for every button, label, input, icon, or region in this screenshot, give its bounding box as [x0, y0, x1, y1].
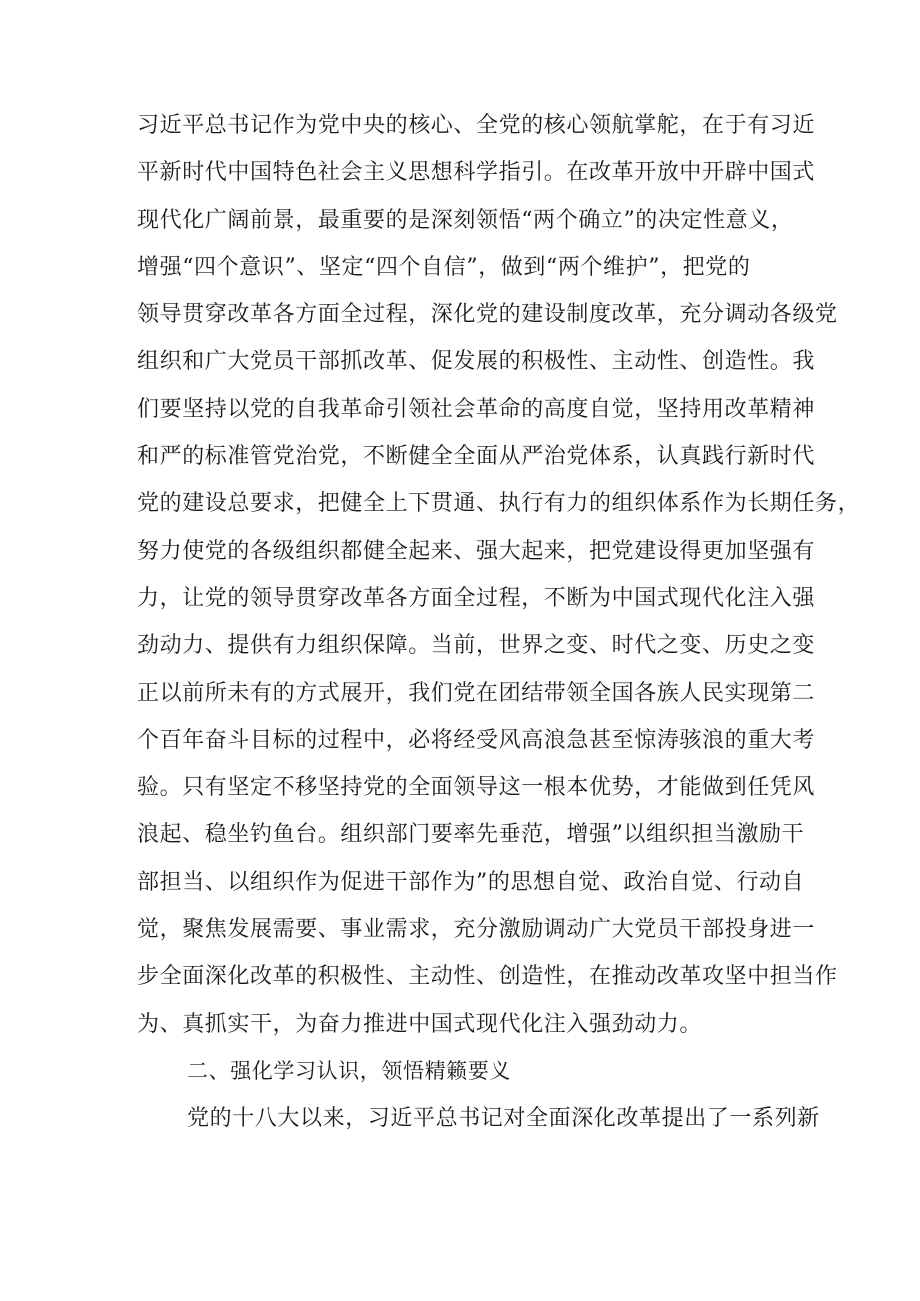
body-text	[137, 102, 861, 1143]
paragraph-line: 个百年奋斗目标的过程中，必将经受风高浪急甚至惊涛骇浪的重大考	[137, 727, 816, 753]
paragraph-line: 平新时代中国特色社会主义思想科学指引。在改革开放中开辟中国式	[137, 160, 816, 186]
paragraph-first-line: 党的十八大以来，习近平总书记对全面深化改革提出了一系列新	[187, 1106, 820, 1132]
paragraph-line: 劲动力、提供有力组织保障。当前，世界之变、时代之变、历史之变	[137, 633, 816, 659]
paragraph-line: 现代化广阔前景，最重要的是深刻领悟“两个确立”的决定性意义，	[137, 207, 794, 233]
paragraph-line: 习近平总书记作为党中央的核心、全党的核心领航掌舵，在于有习近	[137, 113, 816, 138]
paragraph-line: 党的建设总要求，把健全上下贯通、执行有力的组织体系作为长期任务，	[137, 491, 861, 517]
paragraph-line: 浪起、稳坐钓鱼台。组织部门要率先垂范，增强”以组织担当激励干	[137, 822, 805, 848]
paragraph-line: 验。只有坚定不移坚持党的全面领导这一根本优势，才能做到任凭风	[137, 775, 816, 801]
paragraph-line: 觉，聚焦发展需要、事业需求，充分激励调动广大党员干部投身进一	[137, 917, 816, 943]
paragraph-line: 增强“四个意识”、坚定“四个自信”，做到“两个维护”，把党的	[137, 254, 751, 280]
paragraph-line: 正以前所未有的方式展开，我们党在团结带领全国各族人民实现第二	[137, 680, 816, 706]
paragraph-line: 组织和广大党员干部抓改革、促发展的积极性、主动性、创造性。我	[137, 349, 816, 375]
paragraph-line: 和严的标准管党治党，不断健全全面从严治党体系，认真践行新时代	[137, 444, 816, 470]
section-heading: 二、强化学习认识，领悟精籁要义	[187, 1058, 511, 1083]
paragraph-line: 为、真抓实干，为奋力推进中国式现代化注入强劲动力。	[137, 1011, 703, 1037]
paragraph-line: 力，让党的领导贯穿改革各方面全过程，不断为中国式现代化注入强	[137, 585, 816, 611]
paragraph-line: 努力使党的各级组织都健全起来、强大起来，把党建设得更加坚强有	[137, 538, 816, 564]
paragraph-line: 部担当、以组织作为促进干部作为”的思想自觉、政治自觉、行动自	[137, 869, 805, 895]
paragraph-line: 们要坚持以党的自我革命引领社会革命的高度自觉，坚持用改革精神	[137, 396, 816, 422]
paragraph-line: 领导贯穿改革各方面全过程，深化党的建设制度改革，充分调动各级党	[137, 302, 838, 328]
paragraph-line: 步全面深化改革的积极性、主动性、创造性，在推动改革攻坚中担当作	[137, 964, 838, 990]
